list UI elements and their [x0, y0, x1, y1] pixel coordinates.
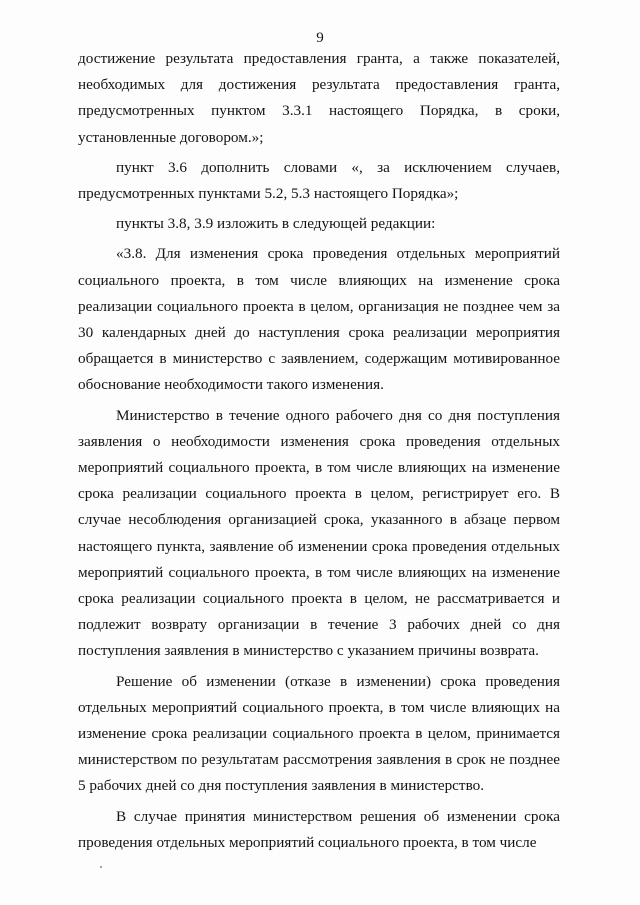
paragraph-continuation: достижение результата предоставления гранта, а также показателей, необходимых для достижения результата предоставления гранта, предусмотренных пунктом 3.3.1 настоящего Порядка, в сроки, установленные договором.»; — [78, 50, 560, 146]
paragraph-3-8-third: Решение об изменении (отказе в изменении) срока проведения отдельных мероприятий социального проекта, в том числе влияющих на изменение срока реализации социального проекта в целом, принимается министерством по результатам рассмотрения заявления в срок не позднее 5 рабочих дней со дня поступления заявления в министерство. — [78, 672, 560, 795]
paragraph-3-8-first: «3.8. Для изменения срока проведения отдельных мероприятий социального проекта, в том числе влияющих на изменение срока реализации социального проекта в целом, организация не позднее чем за 30 календарных дней до наступления срока реализации мероприятия обращается в министерство с заявлением, содержащим мотивированное обоснование необходимости такого изменения. — [78, 245, 560, 394]
document-body — [78, 46, 560, 856]
paragraph-3-8-fourth: В случае принятия министерством решения об изменении срока проведения отдельных мероприятий социального проекта, в том числе — [78, 807, 560, 851]
paragraph-3-8-second: Министерство в течение одного рабочего дня со дня поступления заявления о необходимости изменения срока проведения отдельных мероприятий социального проекта, в том числе влияющих на изменение срока реализации социального проекта в целом, регистрирует его. В случае несоблюдения организацией срока, указанного в абзаце первом настоящего пункта, заявление об изменении срока проведения отдельных мероприятий социального проекта, в том числе влияющих на изменение срока реализации социального проекта в целом, не рассматривается и подлежит возврату организации в течение 3 рабочих дней со дня поступления заявления в министерство с указанием причины возврата. — [78, 406, 560, 660]
paragraph-amendment-3-8-3-9-intro: пункты 3.8, 3.9 изложить в следующей редакции: — [116, 215, 436, 233]
scan-speck — [100, 866, 102, 868]
page-number: 9 — [316, 30, 324, 46]
paragraph-amendment-3-6: пункт 3.6 дополнить словами «, за исключением случаев, предусмотренных пунктами 5.2, 5.3 настоящего Порядка»; — [78, 158, 560, 203]
